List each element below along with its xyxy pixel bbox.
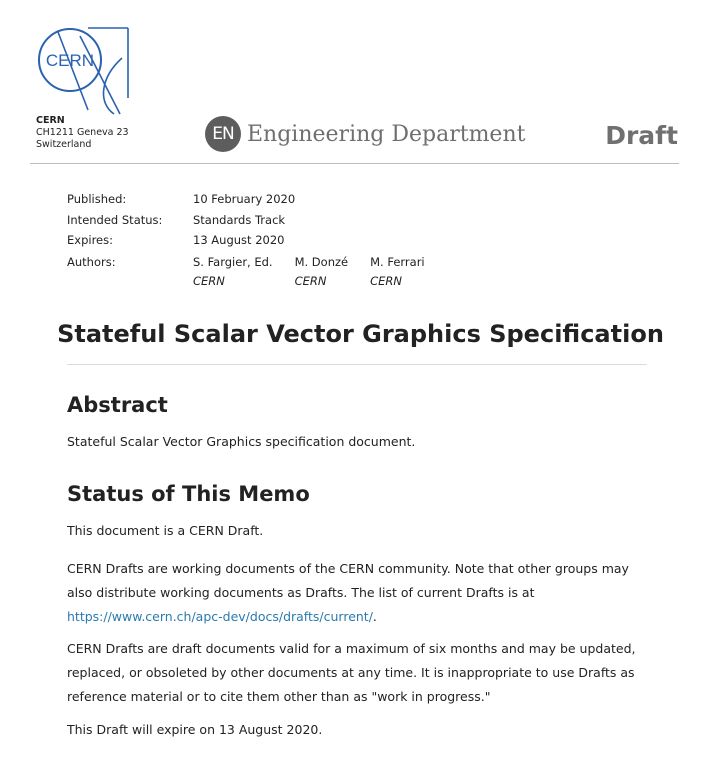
meta-expires-value: 13 August 2020 [193,233,285,248]
cern-logo [30,18,140,118]
document-title: Stateful Scalar Vector Graphics Specification [57,320,664,348]
author [370,255,425,288]
status-paragraph-2-text: CERN Drafts are working documents of the CERN community. Note that other groups may also distribute working documents as Drafts. The list of current Drafts is at [67,561,629,600]
address-line1: CH1211 Geneva 23 [36,127,129,138]
address-block [36,115,129,151]
header-divider [30,163,679,164]
author-org: CERN [193,273,225,288]
department-badge: EN [205,116,241,152]
logo-wordmark: CERN [45,51,95,70]
meta-status-row [67,210,447,231]
author [295,255,349,288]
abstract-text: Stateful Scalar Vector Graphics specification document. [67,434,416,449]
meta-authors-row [67,251,447,288]
document-metadata [67,189,447,288]
page-header [0,0,721,170]
status-paragraph-3: CERN Drafts are draft documents valid for a maximum of six months and may be updated, replaced, or obsoleted by other documents at any time. It is inappropriate to use Drafts as reference material or to cite them other than as "work in progress." [67,641,636,704]
meta-status-label: Intended Status: [67,212,163,227]
meta-authors-label: Authors: [67,254,116,269]
address-line2: Switzerland [36,139,92,150]
meta-status-value: Standards Track [193,212,286,227]
meta-published-value: 10 February 2020 [193,192,296,207]
author-name: M. Donzé [294,254,349,269]
author-list [193,255,447,288]
meta-published-row [67,189,447,210]
department-title: Engineering Department [247,121,526,147]
department-banner [205,115,525,153]
author-org: CERN [370,273,402,288]
status-paragraph-1: This document is a CERN Draft. [67,523,264,538]
author [193,255,273,288]
title-divider [67,364,647,365]
author-org: CERN [294,273,327,288]
author-name: S. Fargier, Ed. [193,254,273,269]
abstract-heading: Abstract [67,393,168,417]
author-name: M. Ferrari [370,254,425,269]
status-paragraph-2 [67,557,647,629]
status-paragraph-4: This Draft will expire on 13 August 2020. [67,722,323,737]
meta-published-label: Published: [67,192,127,207]
meta-expires-label: Expires: [67,233,113,248]
status-paragraph-2-end: . [372,609,377,624]
address-org: CERN [36,115,65,126]
status-heading: Status of This Memo [67,482,310,506]
drafts-link[interactable]: https://www.cern.ch/apc-dev/docs/drafts/current/ [67,609,373,624]
draft-status-mark: Draft [605,121,678,150]
meta-expires-row [67,230,447,251]
